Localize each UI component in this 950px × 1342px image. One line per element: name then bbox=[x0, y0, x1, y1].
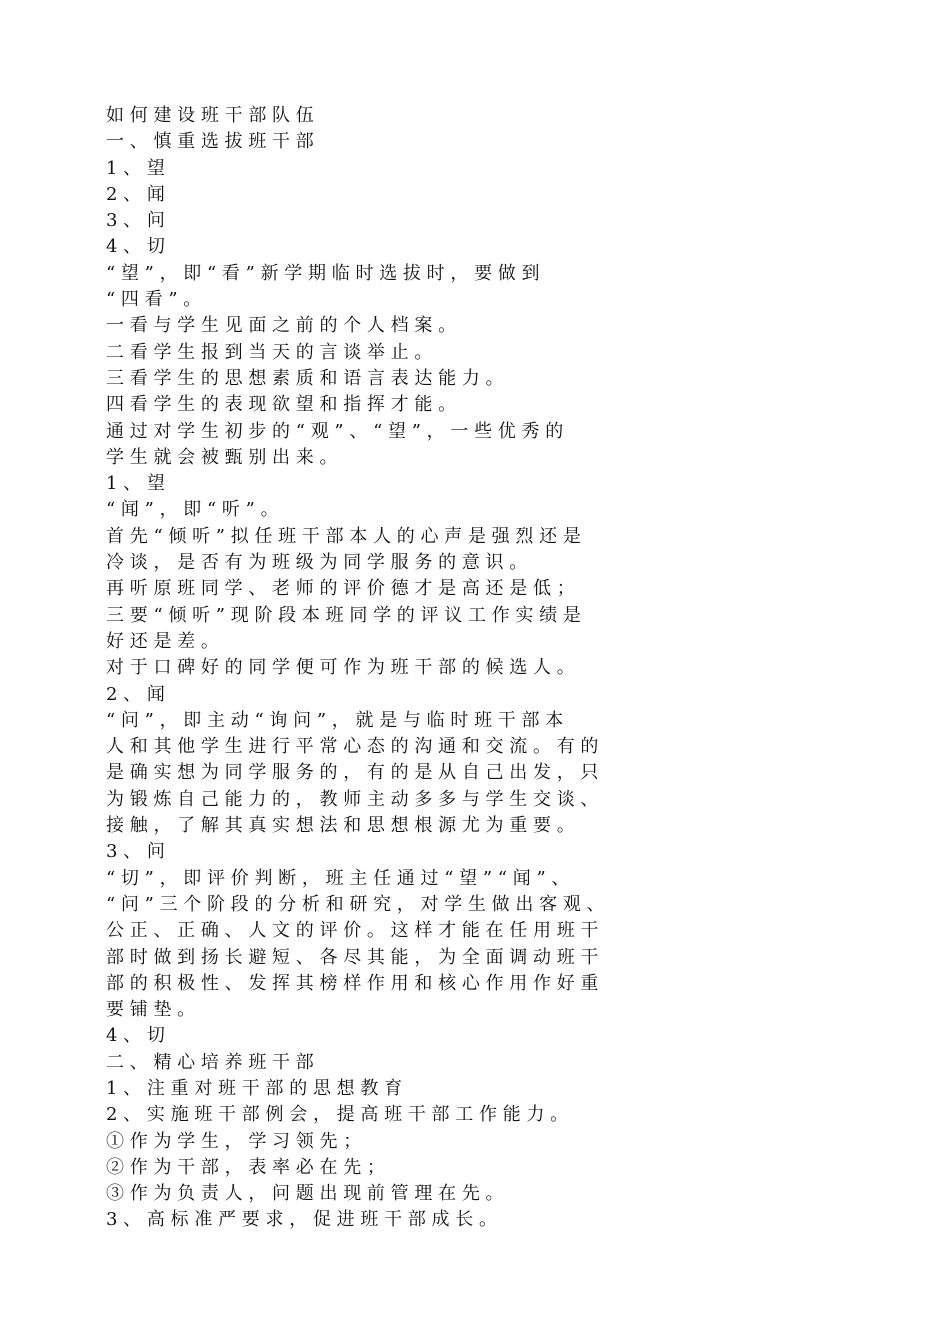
text-line: “ 闻 ” ， 即 “ 听 ” 。 bbox=[106, 499, 279, 521]
section-heading: 一 、 慎 重 选 拔 班 干 部 bbox=[106, 131, 314, 153]
text-line: “ 望 ” ， 即 “ 看 ” 新 学 期 临 时 选 拔 时 ， 要 做 到 bbox=[106, 262, 540, 284]
text-line: 4 、 切 bbox=[106, 236, 165, 258]
text-line: 1 、 注 重 对 班 干 部 的 思 想 教 育 bbox=[106, 1077, 403, 1099]
text-line: ③ 作 为 负 责 人 ， 问 题 出 现 前 管 理 在 先 。 bbox=[106, 1183, 504, 1205]
text-line: 2 、 实 施 班 干 部 例 会 ， 提 高 班 干 部 工 作 能 力 。 bbox=[106, 1104, 569, 1126]
text-line: 是 确 实 想 为 同 学 服 务 的 ， 有 的 是 从 自 己 出 发 ， 只 bbox=[106, 762, 599, 784]
document-title: 如 何 建 设 班 干 部 队 伍 bbox=[106, 105, 314, 126]
text-line: “ 问 ” ， 即 主 动 “ 询 问 ” ， 就 是 与 临 时 班 干 部 本 bbox=[106, 709, 564, 731]
text-line: 2 、 闻 bbox=[106, 683, 165, 705]
text-line: 好 还 是 差 。 bbox=[106, 630, 219, 652]
text-line: 再 听 原 班 同 学 、 老 师 的 评 价 德 才 是 高 还 是 低 ； bbox=[106, 578, 575, 600]
text-line: 部 时 做 到 扬 长 避 短 、 各 尽 其 能 ， 为 全 面 调 动 班 干 bbox=[106, 946, 599, 968]
text-line: 首 先 “ 倾 听 ” 拟 任 班 干 部 本 人 的 心 声 是 强 烈 还 是 bbox=[106, 525, 581, 547]
text-line: 冷 谈 ， 是 否 有 为 班 级 为 同 学 服 务 的 意 识 。 bbox=[106, 552, 528, 574]
text-line: 部 的 积 极 性 、 发 挥 其 榜 样 作 用 和 核 心 作 用 作 好 重 bbox=[106, 972, 599, 994]
text-line: 为 锻 炼 自 己 能 力 的 ， 教 师 主 动 多 多 与 学 生 交 谈 、 bbox=[106, 788, 599, 810]
text-line: 人 和 其 他 学 生 进 行 平 常 心 态 的 沟 通 和 交 流 。 有 的 bbox=[106, 736, 599, 758]
text-line: 3 、 问 bbox=[106, 210, 165, 232]
text-line: ① 作 为 学 生 ， 学 习 领 先 ； bbox=[106, 1130, 362, 1152]
text-line: 四 看 学 生 的 表 现 欲 望 和 指 挥 才 能 。 bbox=[106, 394, 457, 416]
document-body bbox=[106, 103, 866, 1234]
text-line: 接 触 ， 了 解 其 真 实 想 法 和 思 想 根 源 尤 为 重 要 。 bbox=[106, 815, 575, 837]
text-line: 一 看 与 学 生 见 面 之 前 的 个 人 档 案 。 bbox=[106, 315, 457, 337]
text-line: 公 正 、 正 确 、 人 文 的 评 价 。 这 样 才 能 在 任 用 班 干 bbox=[106, 920, 599, 942]
text-line: 通 过 对 学 生 初 步 的 “ 观 ” 、 “ 望 ” ， 一 些 优 秀 的 bbox=[106, 420, 564, 442]
text-line: 要 铺 垫 。 bbox=[106, 999, 196, 1021]
section-heading: 二 、 精 心 培 养 班 干 部 bbox=[106, 1051, 314, 1073]
text-line: 1 、 望 bbox=[106, 157, 165, 179]
text-line: 3 、 高 标 准 严 要 求 ， 促 进 班 干 部 成 长 。 bbox=[106, 1209, 497, 1231]
text-line: 对 于 口 碑 好 的 同 学 便 可 作 为 班 干 部 的 候 选 人 。 bbox=[106, 657, 575, 679]
text-line: “ 问 ” 三 个 阶 段 的 分 析 和 研 究 ， 对 学 生 做 出 客 观 、 bbox=[106, 893, 605, 915]
text-line: 学 生 就 会 被 甄 别 出 来 。 bbox=[106, 446, 338, 468]
text-line: 三 看 学 生 的 思 想 素 质 和 语 言 表 达 能 力 。 bbox=[106, 367, 504, 389]
text-line: “ 四 看 ” 。 bbox=[106, 289, 202, 311]
text-line: “ 切 ” ， 即 评 价 判 断 ， 班 主 任 通 过 “ 望 ” “ 闻 ” 、 bbox=[106, 867, 570, 889]
text-line: 4 、 切 bbox=[106, 1025, 165, 1047]
text-line: 2 、 闻 bbox=[106, 183, 165, 205]
text-line: 二 看 学 生 报 到 当 天 的 言 谈 举 止 。 bbox=[106, 341, 433, 363]
text-line: ② 作 为 干 部 ， 表 率 必 在 先 ； bbox=[106, 1156, 385, 1178]
text-line: 3 、 问 bbox=[106, 841, 165, 863]
text-line: 三 要 “ 倾 听 ” 现 阶 段 本 班 同 学 的 评 议 工 作 实 绩 是 bbox=[106, 604, 581, 626]
text-line: 1 、 望 bbox=[106, 473, 165, 495]
